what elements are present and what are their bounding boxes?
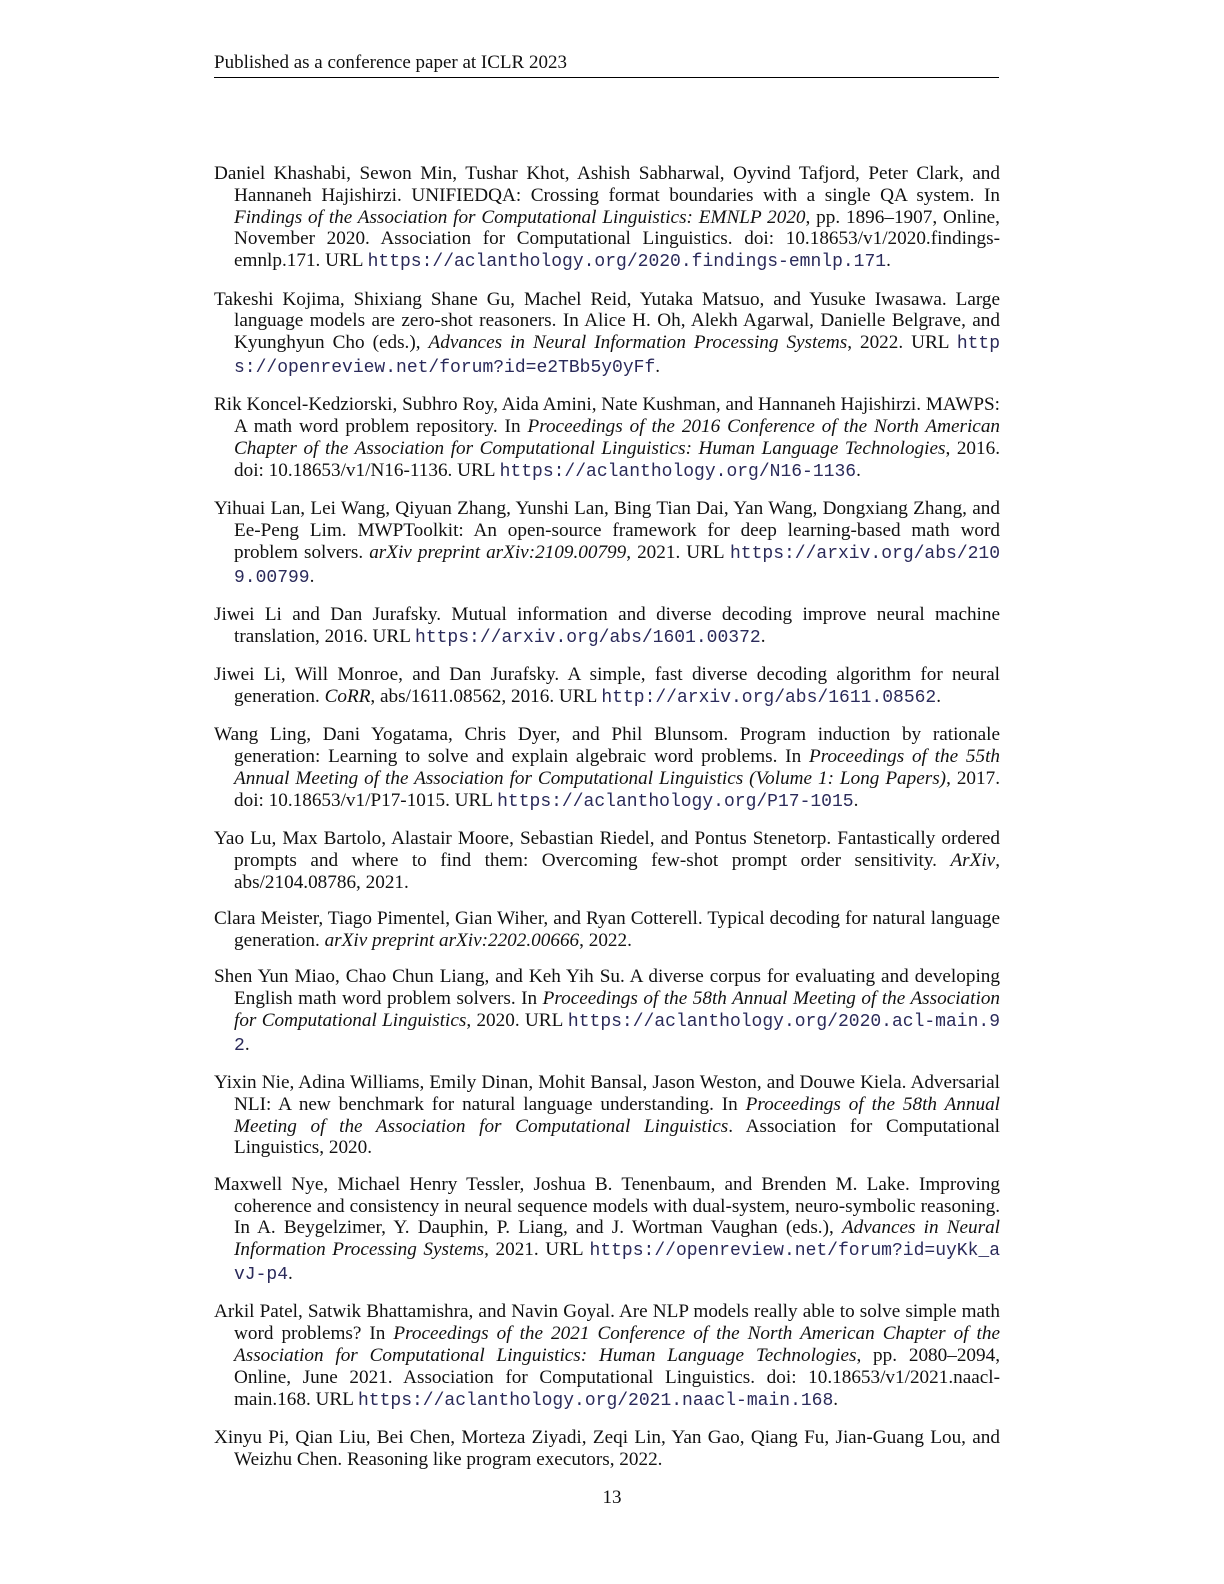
reference-end: .: [655, 355, 661, 377]
reference-item: [214, 394, 1000, 483]
reference-url-link[interactable]: https://aclanthology.org/2020.findings-emnlp.171: [367, 252, 887, 273]
reference-authors: Xinyu Pi, Qian Liu, Bei Chen, Morteza Ziyadi, Zeqi Lin, Yan Gao, Qiang Fu, Jian-Guang Lou, and Weizhu Chen.: [214, 1426, 1000, 1470]
reference-authors: Jiwei Li and Dan Jurafsky.: [214, 603, 442, 625]
reference-details: . Association for Computational Linguistics, 2020.: [234, 1115, 1000, 1159]
reference-details: , 2022. URL: [847, 332, 949, 354]
reference-details: , pp. 1896–1907, Online, November 2020. Association for Computational Linguistics. doi: 10.18653/v1/2020.findings-emnlp.171. URL: [234, 206, 1000, 272]
reference-item: [214, 289, 1000, 380]
reference-url-link[interactable]: https://aclanthology.org/2021.naacl-main.168: [358, 1390, 834, 1411]
reference-venue: arXiv preprint arXiv:2202.00666: [324, 929, 580, 951]
reference-url-link[interactable]: https://aclanthology.org/N16-1136: [499, 461, 857, 482]
reference-url-link[interactable]: https://openreview.net/forum?id=uyKk_avJ-p4: [234, 1241, 1000, 1285]
running-head: [214, 50, 999, 78]
reference-venue: arXiv preprint arXiv:2109.00799: [369, 541, 627, 563]
reference-url-link[interactable]: https://aclanthology.org/P17-1015: [497, 791, 854, 812]
reference-item: [214, 163, 1000, 274]
reference-authors: Daniel Khashabi, Sewon Min, Tushar Khot, Ashish Sabharwal, Oyvind Tafjord, Peter Clark, and Hannaneh Hajishirzi.: [214, 163, 1000, 206]
reference-venue: CoRR: [324, 685, 371, 707]
reference-title: MAWPS: A math word problem repository. In: [234, 394, 1001, 438]
reference-title: UNIFIEDQA: Crossing format boundaries with a single QA system. In: [411, 184, 1000, 206]
reference-details: , 2022.: [579, 929, 632, 951]
reference-title: Are NLP models really able to solve simple math word problems? In: [234, 1301, 1000, 1345]
reference-authors: Takeshi Kojima, Shixiang Shane Gu, Machel Reid, Yutaka Matsuo, and Yusuke Iwasawa.: [214, 288, 947, 310]
reference-end: .: [288, 1263, 293, 1284]
reference-venue: Proceedings of the 55th Annual Meeting of the Association for Computational Linguistics (Volume 1: Long Papers): [234, 746, 1000, 789]
reference-venue: Findings of the Association for Computational Linguistics: EMNLP 2020: [234, 206, 806, 228]
reference-details: , 2020. URL: [466, 1009, 563, 1031]
reference-end: .: [936, 685, 942, 707]
reference-item: [214, 908, 1000, 952]
reference-title: Adversarial NLI: A new benchmark for natural language understanding. In: [234, 1072, 1000, 1115]
reference-title: MWPToolkit: An open-source framework for deep learning-based math word problem solvers.: [234, 519, 1000, 563]
reference-venue: Proceedings of the 58th Annual Meeting of the Association for Computational Linguistics: [234, 1093, 1000, 1137]
reference-details: , 2016. doi: 10.18653/v1/N16-1136. URL: [234, 437, 1000, 481]
reference-authors: Shen Yun Miao, Chao Chun Liang, and Keh Yih Su.: [214, 966, 625, 988]
running-head-text: Published as a conference paper at ICLR 2023: [214, 52, 567, 73]
reference-authors: Maxwell Nye, Michael Henry Tessler, Joshua B. Tenenbaum, and Brenden M. Lake.: [214, 1173, 910, 1195]
reference-end: .: [886, 250, 891, 272]
reference-item: [214, 498, 1000, 589]
reference-end: .: [833, 1388, 839, 1410]
reference-item: [214, 724, 1000, 813]
reference-end: .: [853, 789, 859, 811]
reference-venue: Advances in Neural Information Processing Systems: [234, 1217, 1000, 1261]
reference-authors: Jiwei Li, Will Monroe, and Dan Jurafsky.: [214, 664, 560, 686]
reference-venue: Advances in Neural Information Processing Systems: [428, 332, 848, 354]
reference-list: [214, 163, 1000, 1485]
reference-venue: ArXiv: [950, 849, 996, 871]
reference-title: Typical decoding for natural language generation.: [234, 908, 1000, 951]
reference-authors: Wang Ling, Dani Yogatama, Chris Dyer, and Phil Blunsom.: [214, 724, 729, 746]
reference-url-link[interactable]: https://arxiv.org/abs/2109.00799: [234, 543, 1001, 588]
reference-title: Large language models are zero-shot reasoners. In Alice H. Oh, Alekh Agarwal, Danielle Belgrave, and Kyunghyun Cho (eds.),: [234, 288, 1000, 354]
reference-item: [214, 664, 1000, 710]
reference-title: A diverse corpus for evaluating and developing English math word problem solvers. In: [234, 966, 1000, 1010]
reference-end: .: [244, 1033, 250, 1055]
reference-authors: Arkil Patel, Satwik Bhattamishra, and Navin Goyal.: [214, 1301, 615, 1323]
reference-details: , 2021. URL: [484, 1239, 583, 1261]
reference-authors: Clara Meister, Tiago Pimentel, Gian Wiher, and Ryan Cotterell.: [214, 908, 703, 930]
reference-details: , 2021. URL: [626, 541, 724, 563]
reference-details: , pp. 2080–2094, Online, June 2021. Association for Computational Linguistics. doi: 10.18653/v1/2021.naacl-main.168. URL: [234, 1344, 1001, 1410]
reference-end: .: [760, 625, 766, 647]
page-number: 13: [602, 1487, 622, 1508]
reference-venue: Proceedings of the 2021 Conference of the North American Chapter of the Association for Computational Linguistics: Human Language Technologies: [234, 1323, 1001, 1366]
reference-venue: Proceedings of the 2016 Conference of the North American Chapter of the Association for Computational Linguistics: Human Language Technologies: [234, 416, 1001, 459]
reference-item: [214, 828, 1000, 893]
reference-title: Improving coherence and consistency in neural sequence models with dual-system, neuro-symbolic reasoning. In A. Beygelzimer, Y. Dauphin, P. Liang, and J. Wortman Vaughan (eds.),: [234, 1173, 1000, 1239]
reference-title: Fantastically ordered prompts and where to find them: Overcoming few-shot prompt order sensitivity.: [234, 828, 1001, 871]
reference-url-link[interactable]: http://arxiv.org/abs/1611.08562: [601, 687, 937, 708]
reference-title: A simple, fast diverse decoding algorithm for neural generation.: [234, 664, 1000, 707]
reference-item: [214, 1301, 1000, 1412]
reference-venue: Proceedings of the 58th Annual Meeting of the Association for Computational Linguistics: [234, 988, 1001, 1031]
reference-authors: Yao Lu, Max Bartolo, Alastair Moore, Sebastian Riedel, and Pontus Stenetorp.: [214, 828, 832, 850]
reference-title: Mutual information and diverse decoding improve neural machine translation, 2016. URL: [234, 603, 1000, 647]
reference-item: [214, 1174, 1000, 1287]
reference-item: [214, 1427, 1000, 1471]
reference-authors: Yihuai Lan, Lei Wang, Qiyuan Zhang, Yunshi Lan, Bing Tian Dai, Yan Wang, Dongxiang Zhang, and Ee-Peng Lim.: [214, 498, 1000, 541]
reference-item: [214, 966, 1000, 1057]
reference-authors: Yixin Nie, Adina Williams, Emily Dinan, Mohit Bansal, Jason Weston, and Douwe Kiela.: [214, 1072, 907, 1094]
reference-url-link[interactable]: https://aclanthology.org/2020.acl-main.92: [234, 1011, 1000, 1056]
reference-item: [214, 604, 1000, 650]
reference-url-link[interactable]: https://arxiv.org/abs/1601.00372: [415, 627, 761, 648]
reference-item: [214, 1072, 1000, 1159]
reference-details: , 2017. doi: 10.18653/v1/P17-1015. URL: [234, 767, 1000, 811]
reference-details: , abs/2104.08786, 2021.: [234, 849, 1000, 893]
reference-title: Program induction by rationale generation: Learning to solve and explain algebraic word problems. In: [234, 724, 1000, 768]
reference-end: .: [309, 565, 315, 587]
reference-end: .: [856, 459, 861, 481]
reference-url-link[interactable]: https://openreview.net/forum?id=e2TBb5y0yFf: [234, 334, 1001, 378]
reference-details: , abs/1611.08562, 2016. URL: [370, 685, 597, 707]
reference-title: Reasoning like program executors, 2022.: [347, 1448, 663, 1470]
reference-authors: Rik Koncel-Kedziorski, Subhro Roy, Aida Amini, Nate Kushman, and Hannaneh Hajishirzi.: [214, 394, 922, 416]
